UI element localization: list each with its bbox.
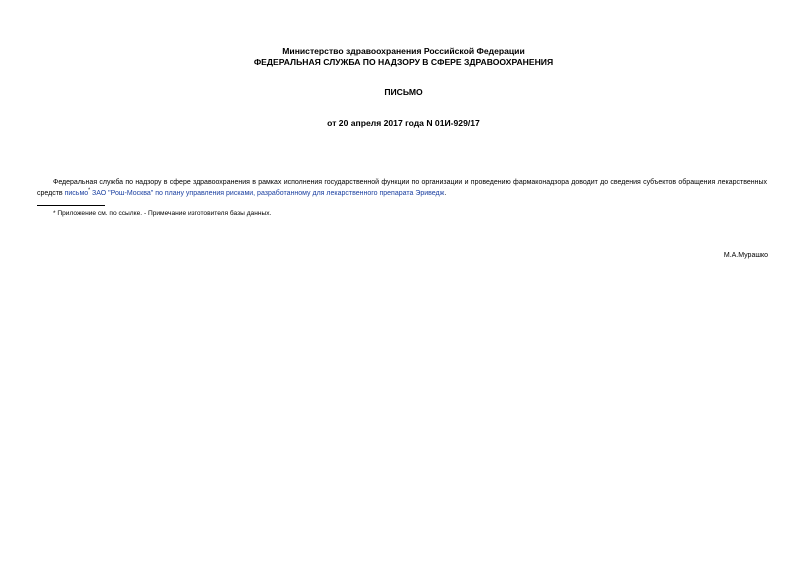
footnote-marker: * bbox=[88, 187, 91, 194]
signature-name: М.А.Мурашко bbox=[723, 252, 768, 259]
service-heading: ФЕДЕРАЛЬНАЯ СЛУЖБА ПО НАДЗОРУ В СФЕРЕ ЗДРАВООХРАНЕНИЯ bbox=[253, 57, 554, 67]
ministry-heading: Министерство здравоохранения Российской Федерации bbox=[282, 46, 525, 56]
letter-link-description[interactable]: ЗАО "Рош-Москва" по плану управления рисками, разработанному для лекарственного препарата Эриведж bbox=[90, 189, 445, 197]
body-text-end: . bbox=[444, 189, 447, 197]
document-title: ПИСЬМО bbox=[384, 87, 423, 97]
footnote-divider bbox=[37, 205, 105, 206]
body-text-start: Федеральная служба по надзору в сфере здравоохранения в рамках исполнения государственной функции по организации и проведению фармаконадзора доводит до сведения субъектов обращения лекарственных средств bbox=[37, 179, 767, 197]
letter-link[interactable]: письмо bbox=[64, 189, 89, 197]
body-paragraph bbox=[37, 178, 767, 199]
document-date-line: от 20 апреля 2017 года N 01И-929/17 bbox=[327, 118, 480, 128]
footnote-text: * Приложение см. по ссылке. - Примечание изготовителя базы данных. bbox=[53, 210, 272, 217]
